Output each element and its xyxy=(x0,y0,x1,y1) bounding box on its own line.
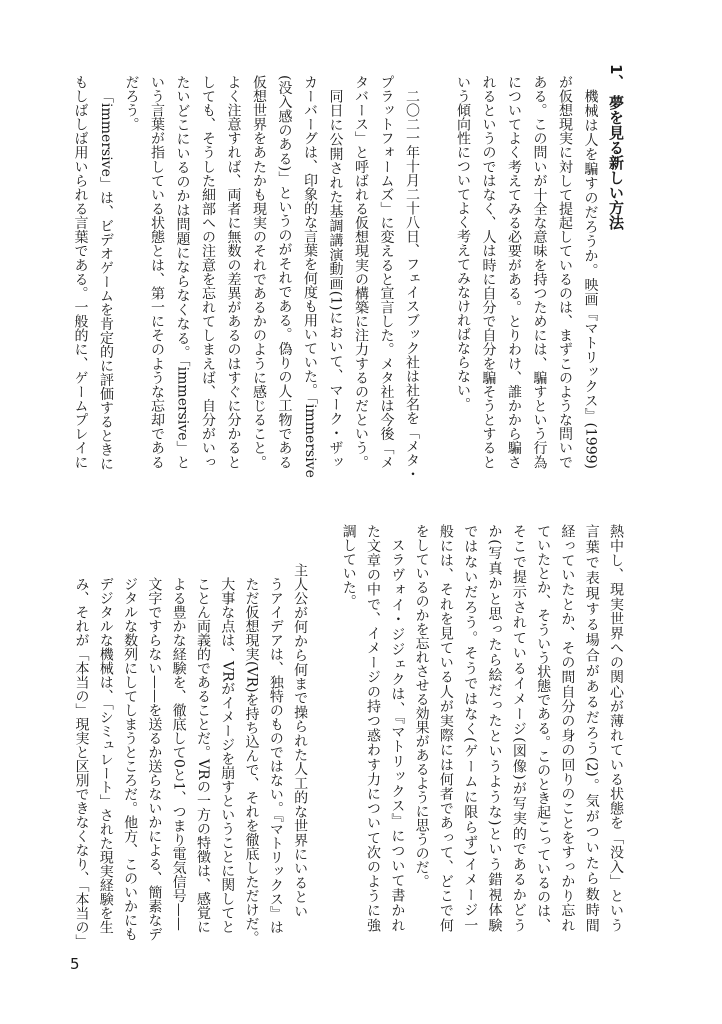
text-line: ていたとか、そういう状態である。このとき起こっているのは、 xyxy=(535,524,552,932)
text-line: タバース」と呼ばれる仮想現実の構築に注力するのだという。 xyxy=(353,75,369,469)
page-number: 5 xyxy=(70,955,80,973)
text-line: よく注意すれば、両者に無数の差異があるのはすぐに分かると xyxy=(225,75,242,469)
text-line: 熱中し、現実世界への関心が薄れている状態を「没入」という xyxy=(608,524,624,932)
text-line: 機械は人を騙すのだろうか。映画『マトリックス』(1999) xyxy=(582,89,599,469)
text-line: ではないだろう。そうではなく(ゲームに限らず)イメージ一 xyxy=(462,524,479,932)
paragraph-spacer xyxy=(312,524,336,932)
text-line: スラヴォイ・ジジェクは、『マトリックス』について書かれ xyxy=(389,538,406,932)
section-heading: 1、 夢を見る新しい方法 xyxy=(607,64,625,230)
text-line: もしばしば用いられる言葉である。一般的に、ゲームプレイに xyxy=(72,75,89,469)
text-line: 般には、それを見ている人が実際には何者であって、どこで何 xyxy=(437,524,454,932)
upper-text-block xyxy=(67,64,628,481)
text-line: 「immersive」は、ビデオゲームを肯定的に評価するときに xyxy=(98,89,114,471)
text-line: についてよく考えてみる必要がある。とりわけ、誰かから騙さ xyxy=(506,75,522,469)
text-line: 仮想世界をあたかも現実のそれであるかのように感じること。 xyxy=(251,75,267,469)
text-line: プラットフォームズ」に変えると宣言した。メタ社は今後「メ xyxy=(378,75,395,469)
text-line: 調していた。 xyxy=(340,524,357,608)
text-line: か(写真かと思ったら絵だったというような)という錯視体験 xyxy=(486,524,503,932)
text-line: 言葉で表現する場合があるだろう(2)。気がついたら数時間 xyxy=(583,524,600,932)
quote-line: ことん両義的であることだ。VRの一方の特徴は、感覚に xyxy=(194,577,211,934)
text-line: をしているのかを忘れさせる効果があるように思うのだ。 xyxy=(413,524,430,888)
text-line: ある。この問いが十全な意味を持つためには、騙すという行為 xyxy=(531,75,548,469)
text-line: 同日に公開された基調講演動画(1)において、マーク・ザッ xyxy=(327,89,344,469)
lower-text-block xyxy=(69,524,628,948)
text-line: 経っていたとか、その間自分の身の回りのことをすっかり忘れ xyxy=(559,524,576,932)
text-line: そこで提示されているイメージ(図像)が写実的であるかどう xyxy=(510,524,527,932)
quote-line: うアイデアは、独特のものではない。『マトリックス』は xyxy=(267,577,284,934)
text-line: た文章の中で、イメージの持つ惑わす力について次のように強 xyxy=(365,524,382,932)
text-line: いう言葉が指している状態とは、第一にそのような忘却である xyxy=(149,75,165,469)
quote-line: ただ仮想現実(VR)を持ち込んで、それを徹底しただけだ。 xyxy=(243,577,260,945)
text-line: が仮想現実に対して提起しているのは、まずこのような問いで xyxy=(557,75,573,469)
text-line: れるというのではなく、人は時に自分で自分を騙そうとすると xyxy=(480,75,497,469)
quote-line: み、それが「本当の」現実と区別できなくなり、「本当の」 xyxy=(73,577,90,948)
quote-line: 主人公が何から何まで操られた人工的な世界にいるとい xyxy=(292,563,309,918)
text-line: (没入感のある)」というのがそれである。偽りの人工物である xyxy=(276,75,293,469)
text-line: 二〇二一年十月二十八日、フェイスブック社は社名を「メタ・ xyxy=(404,89,420,481)
text-line: だろう。 xyxy=(123,75,140,131)
quote-line: ジタルな数列にしてしまうところだ。他方、このいかにも xyxy=(122,577,139,941)
quote-line: よる豊かな経験を、徹底して0と1、つまり電気信号—— xyxy=(170,577,187,931)
text-line: いう傾向性についてよく考えてみなければならない。 xyxy=(455,75,471,411)
quote-line: 大事な点は、VRがイメージを崩すということに関してと xyxy=(219,577,236,934)
paragraph-spacer xyxy=(424,64,450,469)
text-line: しても、そうした細部への注意を忘れてしまえば、自分がいっ xyxy=(200,75,216,469)
quote-line: 文字ですらない——を送るか送らないかによる、簡素なデ xyxy=(146,577,163,941)
quote-line: デジタルな機械は、「シミュレート」された現実経験を生 xyxy=(97,577,114,934)
text-line: たいどこにいるのかは問題にならなくなる。「immersive」と xyxy=(174,75,191,469)
text-line: カーバーグは、印象的な言葉を何度も用いていた。「immersive xyxy=(302,75,318,478)
